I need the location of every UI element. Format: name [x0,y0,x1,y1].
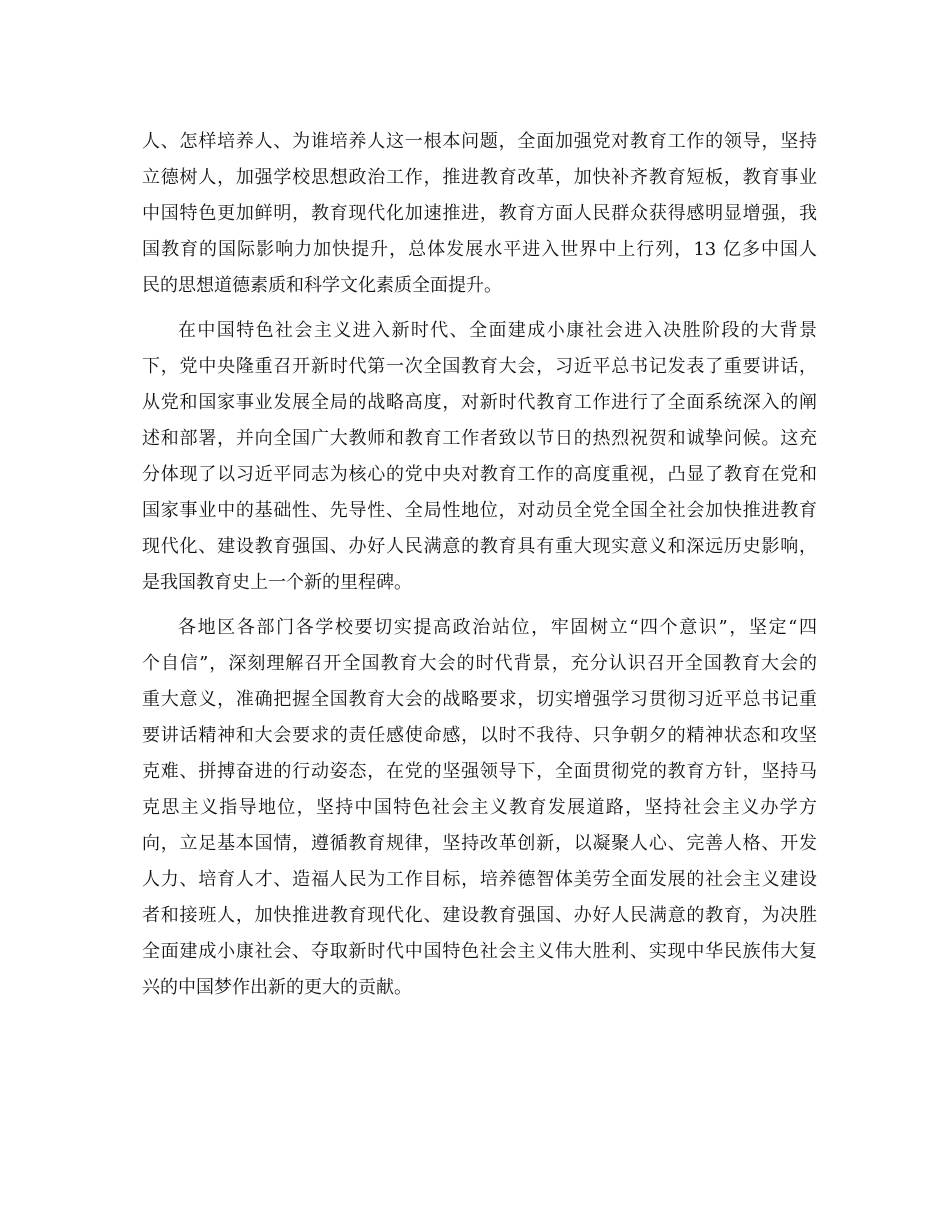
text-line: 现代化、建设教育强国、办好人民满意的教育具有重大现实意义和深远历史影响， [142,536,817,557]
text-line: 在中国特色社会主义进入新时代、全面建成小康社会进入决胜阶段的大背景 [178,320,817,341]
text-line: 各地区各部门各学校要切实提高政治站位，牢固树立“四个意识”，坚定“四 [178,617,817,638]
text-line: 兴的中国梦作出新的更大的贡献。 [142,977,412,998]
text-line: 人力、培育人才、造福人民为工作目标，培养德智体美劳全面发展的社会主义建设 [142,869,817,890]
text-line: 是我国教育史上一个新的里程碑。 [142,572,412,593]
text-line: 中国特色更加鲜明，教育现代化加速推进，教育方面人民群众获得感明显增强，我 [142,203,817,224]
text-line: 重大意义，准确把握全国教育大会的战略要求，切实增强学习贯彻习近平总书记重 [142,689,817,710]
text-line: 个自信”，深刻理解召开全国教育大会的时代背景，充分认识召开全国教育大会的 [142,653,817,674]
text-line: 国教育的国际影响力加快提升，总体发展水平进入世界中上行列，13 亿多中国人 [142,239,817,260]
text-line: 立德树人，加强学校思想政治工作，推进教育改革，加快补齐教育短板，教育事业 [142,167,817,188]
text-line: 述和部署，并向全国广大教师和教育工作者致以节日的热烈祝贺和诚挚问候。这充 [142,428,817,449]
text-line: 国家事业中的基础性、先导性、全局性地位，对动员全党全国全社会加快推进教育 [142,500,817,521]
paragraph-3 [142,610,817,1006]
text-line: 全面建成小康社会、夺取新时代中国特色社会主义伟大胜利、实现中华民族伟大复 [142,941,817,962]
text-line: 分体现了以习近平同志为核心的党中央对教育工作的高度重视，凸显了教育在党和 [142,464,817,485]
text-line: 下，党中央隆重召开新时代第一次全国教育大会，习近平总书记发表了重要讲话， [142,356,817,377]
text-line: 克思主义指导地位，坚持中国特色社会主义教育发展道路，坚持社会主义办学方 [142,797,817,818]
text-line: 从党和国家事业发展全局的战略高度，对新时代教育工作进行了全面系统深入的阐 [142,392,817,413]
text-line: 要讲话精神和大会要求的责任感使命感，以时不我待、只争朝夕的精神状态和攻坚 [142,725,817,746]
text-line: 向，立足基本国情，遵循教育规律，坚持改革创新，以凝聚人心、完善人格、开发 [142,833,817,854]
paragraph-2 [142,313,817,601]
document-body [142,124,817,1015]
text-line: 人、怎样培养人、为谁培养人这一根本问题，全面加强党对教育工作的领导，坚持 [142,131,817,152]
paragraph-1 [142,124,817,304]
text-line: 者和接班人，加快推进教育现代化、建设教育强国、办好人民满意的教育，为决胜 [142,905,817,926]
text-line: 民的思想道德素质和科学文化素质全面提升。 [142,275,502,296]
text-line: 克难、拼搏奋进的行动姿态，在党的坚强领导下，全面贯彻党的教育方针，坚持马 [142,761,817,782]
